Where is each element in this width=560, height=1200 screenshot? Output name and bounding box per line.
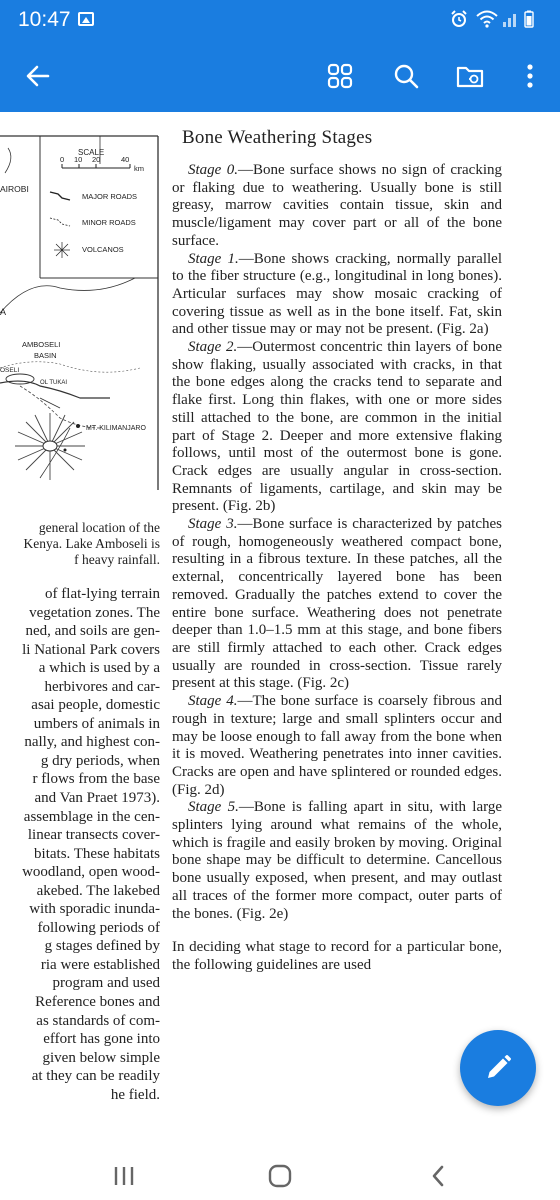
stage-3-name: Stage 3. xyxy=(188,516,238,533)
left-line: herbivores and car- xyxy=(44,678,160,695)
left-line: at they can be readily xyxy=(31,1068,160,1085)
stage-4-name: Stage 4. xyxy=(188,693,238,710)
left-line: effort has gone into xyxy=(43,1031,160,1048)
left-line: li National Park covers xyxy=(22,641,160,658)
stage-1-name: Stage 1. xyxy=(188,250,239,267)
document-view[interactable] xyxy=(0,112,560,1152)
left-column-text xyxy=(0,585,160,1104)
left-line: as standards of com- xyxy=(36,1012,160,1029)
legend-major-roads: MAJOR ROADS xyxy=(82,192,138,201)
map-figure xyxy=(0,128,160,490)
gallery-notification-icon xyxy=(78,12,94,26)
label-basin: BASIN xyxy=(34,351,57,360)
section-title: Bone Weathering Stages xyxy=(182,127,373,148)
stage-5-text: —Bone is falling apart in situ, with large splinters lying around what remains of the whole, which is fragile and easily broken by moving. Original bone shape may be difficult to determine. Cancellous bone usually exposed, when present, and may outlast all traces of the former more compact, outer parts of the bones. (Fig. 2e) xyxy=(172,799,503,922)
volcano-symbol xyxy=(54,242,70,258)
stage-3-paragraph xyxy=(172,516,502,693)
left-line: g stages defined by xyxy=(44,938,160,955)
more-vert-icon[interactable] xyxy=(506,52,554,100)
recent-apps-icon[interactable] xyxy=(94,1156,154,1196)
left-line: woodland, open wood- xyxy=(22,864,160,881)
closing-paragraph: In deciding what stage to record for a particular bone, the following guidelines are used xyxy=(172,939,502,973)
left-line: following periods of xyxy=(37,919,160,936)
legend-volcanos: VOLCANOS xyxy=(82,245,124,254)
left-line: with sporadic inunda- xyxy=(29,901,160,918)
stage-4-text: —The bone surface is coarsely fibrous and rough in texture; large and small splinters occur and may be loose enough to fall away from the bone when it is moved. Weathering penetrates into inner cavities. Cracks are open and have splintered or rounded edges. (Fig. 2d) xyxy=(172,693,502,798)
label-nairobi: AIROBI xyxy=(0,184,29,194)
stage-1-paragraph xyxy=(172,251,502,340)
caption-line: Kenya. Lake Amboseli is xyxy=(23,536,160,551)
wifi-icon xyxy=(476,10,498,33)
app-bar xyxy=(0,40,560,112)
system-nav-bar xyxy=(0,1152,560,1200)
scale-unit: km xyxy=(134,164,144,173)
scale-title: SCALE xyxy=(78,148,105,157)
left-line: ned, and soils are gen- xyxy=(25,623,160,640)
stage-4-paragraph xyxy=(172,693,502,799)
search-icon[interactable] xyxy=(382,52,430,100)
left-line: g dry periods, when xyxy=(40,752,160,769)
back-icon[interactable] xyxy=(408,1156,468,1196)
left-line: of flat-lying terrain xyxy=(45,586,160,602)
left-line: a which is used by a xyxy=(38,660,160,677)
label-a: A xyxy=(0,307,7,317)
map-caption xyxy=(0,520,160,568)
battery-icon xyxy=(524,10,534,33)
left-line: ria were established xyxy=(40,956,160,973)
left-line: vegetation zones. The xyxy=(29,604,160,621)
left-line: akebed. The lakebed xyxy=(36,882,160,899)
left-line: program and used xyxy=(52,975,160,992)
status-time: 10:47 xyxy=(18,8,71,31)
alarm-icon xyxy=(450,10,468,33)
left-line: and Van Praet 1973). xyxy=(34,790,160,807)
signal-icon xyxy=(502,10,520,33)
right-column-text xyxy=(172,126,502,975)
scale-tick-40: 40 xyxy=(121,155,130,164)
folder-icon[interactable] xyxy=(446,52,494,100)
caption-line: general location of the xyxy=(38,520,160,535)
major-road-symbol xyxy=(50,192,70,200)
grid-view-icon[interactable] xyxy=(316,52,364,100)
stage-2-paragraph xyxy=(172,339,502,516)
stage-2-name: Stage 2. xyxy=(188,339,238,356)
left-line: nally, and highest con- xyxy=(24,734,160,751)
stage-0-paragraph xyxy=(172,162,502,251)
home-icon[interactable] xyxy=(250,1156,310,1196)
stage-1-text: —Bone shows cracking, normally parallel to the fiber structure (e.g., longitudinal in long bones). Articular surfaces may show mosaic cracking of covering tissue as well as in the bone itself. Fat, skin and other tissue may or may not be present. (Fig. 2a) xyxy=(172,250,503,338)
minor-road-symbol xyxy=(50,218,70,226)
left-line: assemblage in the cen- xyxy=(23,808,160,825)
label-kilimanjaro: MT. KILIMANJARO xyxy=(86,425,146,432)
caption-line: f heavy rainfall. xyxy=(74,552,160,567)
label-ol-tukai: OL TUKAI xyxy=(40,380,68,386)
left-line: r flows from the base xyxy=(32,771,160,788)
left-line: asai people, domestic xyxy=(31,697,160,714)
edit-fab-button[interactable] xyxy=(460,1030,536,1106)
stage-3-text: —Bone surface is characterized by patches of rough, homogeneously weathered compact bone, resulting in a fibrous texture. In these patches, all the external, concentrically layered bone has been removed. Gradually the patches extend to cover the entire bone surface. Weathering does not penetrate deeper than 1.0–1.5 mm at this stage, and bone fibers are still firmly attached to each other. Crack edges usually are rounded in cross-section. Tissue rarely present at this stage. (Fig. 2c) xyxy=(172,516,502,692)
label-amboseli: AMBOSELI xyxy=(22,340,61,349)
left-line: linear transects cover- xyxy=(27,827,160,844)
scale-tick-10: 10 xyxy=(74,155,83,164)
left-line: he field. xyxy=(110,1086,160,1103)
left-line: bitats. These habitats xyxy=(34,845,160,862)
scale-tick-0: 0 xyxy=(60,155,65,164)
left-line: umbers of animals in xyxy=(33,715,160,732)
label-oseli: OSELI xyxy=(0,367,20,374)
top-bar xyxy=(0,0,560,112)
edit-pencil-icon xyxy=(483,1053,513,1083)
left-line: given below simple xyxy=(42,1049,160,1066)
stage-0-name: Stage 0. xyxy=(188,162,238,178)
stage-2-text: —Outermost concentric thin layers of bone show flaking, usually associated with cracks, in that the bone edges along the cracks tend to separate and flake first. Long thin flakes, with one or more sides still attached to the bone, are common in the initial part of Stage 2. Deeper and more extensive flaking follows, until most of the outermost bone is gone. Crack edges are usually angular in cross-section. Remnants of ligaments, cartilage, and skin may be present. (Fig. 2b) xyxy=(172,339,502,515)
stage-5-name: Stage 5. xyxy=(188,799,239,816)
stage-5-paragraph xyxy=(172,799,502,923)
left-line: Reference bones and xyxy=(35,994,160,1011)
stage-0-text: —Bone surface shows no sign of cracking or flaking due to weathering. Usually bone is still greasy, marrow cavities contain tissue, skin and muscle/ligament may cover part or all of the bone surface. xyxy=(172,162,503,249)
scale-tick-20: 20 xyxy=(92,155,101,164)
status-icons xyxy=(450,10,540,30)
back-arrow-icon[interactable] xyxy=(14,52,62,100)
legend-minor-roads: MINOR ROADS xyxy=(82,218,136,227)
status-bar xyxy=(0,0,560,40)
